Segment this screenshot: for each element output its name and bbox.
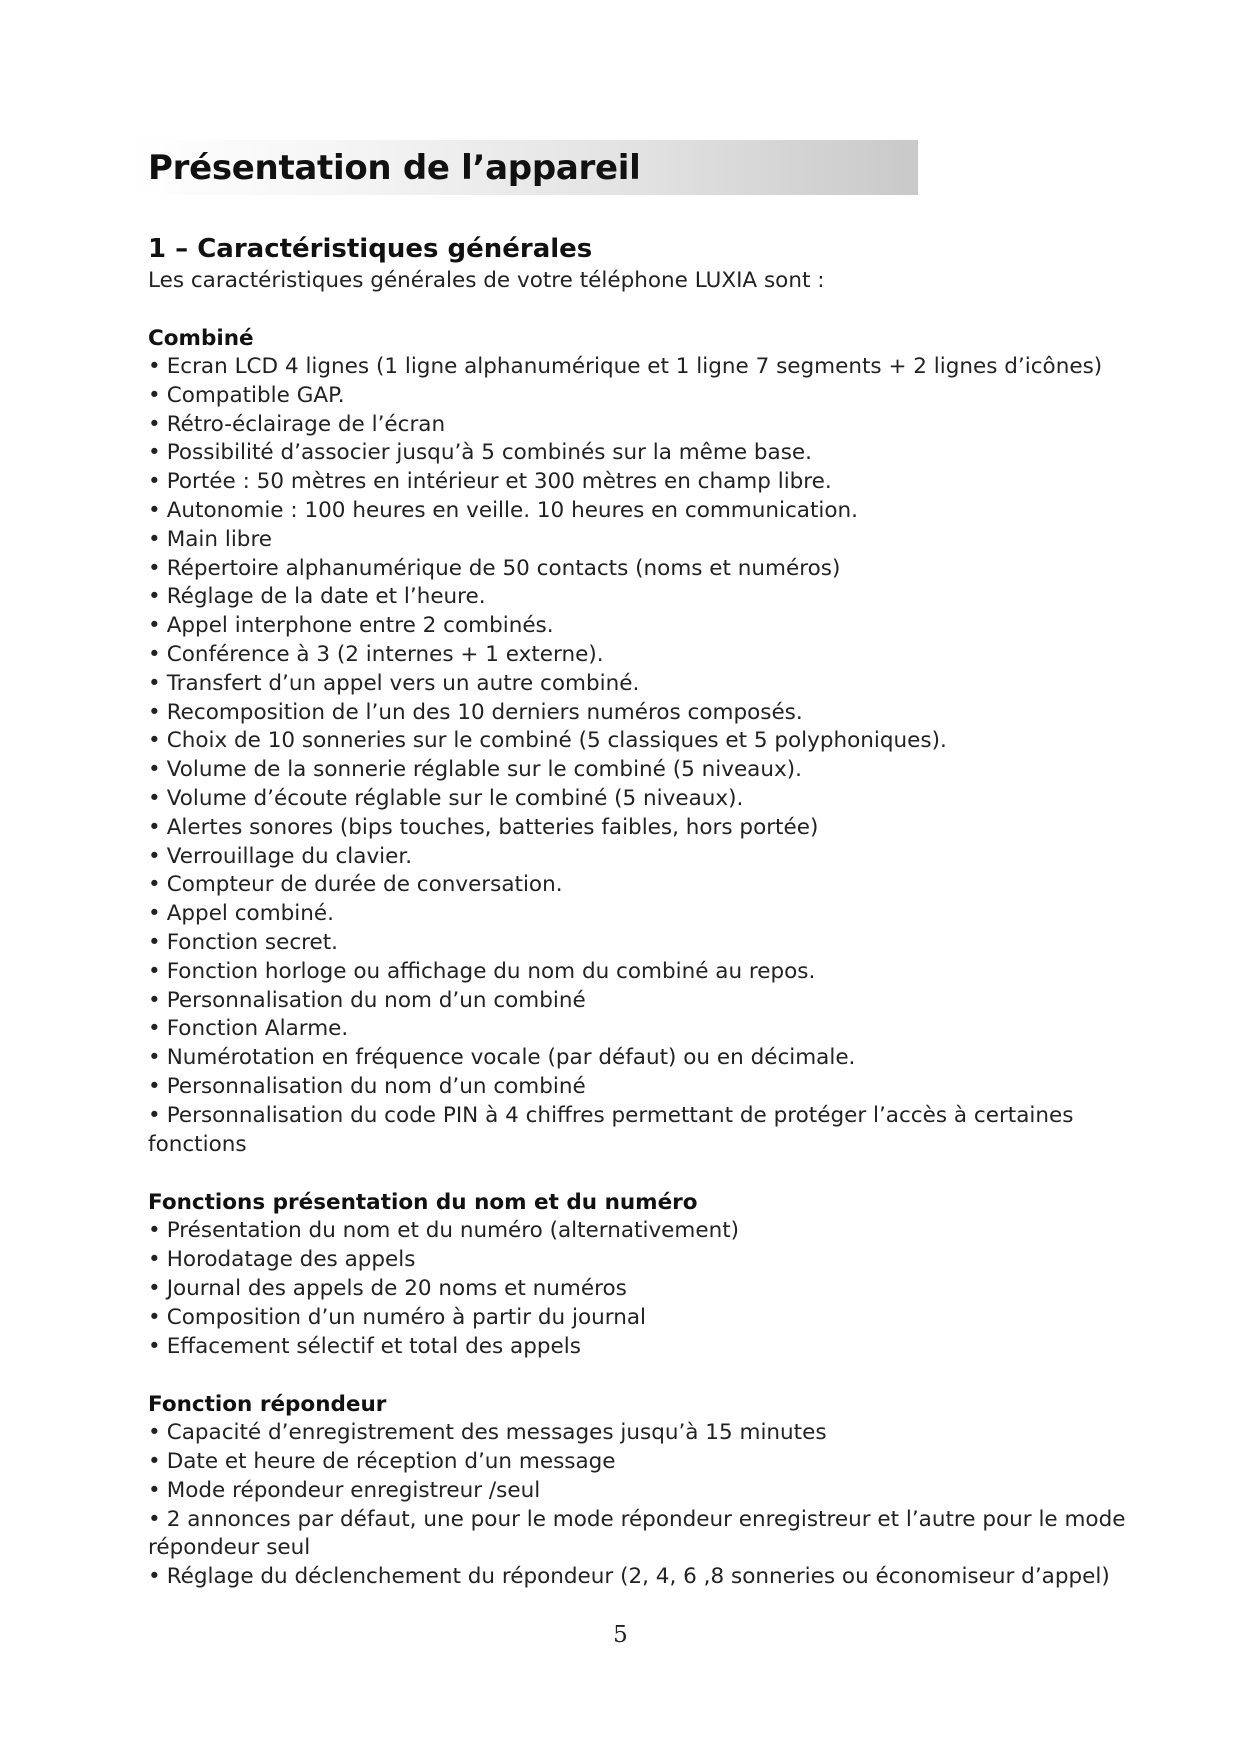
list-item-text: Capacité d’enregistrement des messages jusqu’à 15 minutes [166,1420,827,1446]
feature-group-answering-machine [148,1390,1138,1592]
list-item-text: Réglage du déclenchement du répondeur (2, 4, 6 ,8 sonneries ou économiseur d’appel) [166,1564,1110,1590]
list-item-text: Numérotation en fréquence vocale (par défaut) ou en décimale. [166,1045,856,1071]
list-item [148,871,1138,900]
list-item [148,1448,1138,1477]
bullet-icon: • [148,1045,161,1071]
bullet-icon: • [148,1102,161,1128]
list-item [148,1333,1138,1362]
bullet-icon: • [148,641,161,667]
bullet-icon: • [148,382,161,408]
group-heading: Fonction répondeur [148,1392,387,1418]
bullet-icon: • [148,1016,161,1042]
section-intro: Les caractéristiques générales de votre téléphone LUXIA sont : [148,268,825,293]
list-item-text: Fonction secret. [166,929,339,955]
bullet-icon: • [148,1506,161,1532]
bullet-icon: • [148,843,161,869]
list-item-text: Autonomie : 100 heures en veille. 10 heures en communication. [166,497,858,523]
page-title: Présentation de l’appareil [148,148,641,188]
list-item-text: Répertoire alphanumérique de 50 contacts (noms et numéros) [166,555,841,581]
list-item-text: Appel combiné. [166,901,334,927]
list-item-text: Effacement sélectif et total des appels [166,1333,581,1359]
bullet-icon: • [148,555,161,581]
bullet-icon: • [148,526,161,552]
list-item [148,1015,1138,1044]
list-item [148,1419,1138,1448]
bullet-icon: • [148,1420,161,1446]
feature-group-caller-id [148,1188,1138,1361]
list-item [148,382,1138,411]
bullet-icon: • [148,872,161,898]
bullet-icon: • [148,469,161,495]
list-item [148,526,1138,555]
list-item-text: Personnalisation du nom d’un combiné [166,1073,586,1099]
list-item-text: Réglage de la date et l’heure. [166,584,486,610]
section-heading: 1 – Caractéristiques générales [148,234,593,264]
list-item [148,929,1138,958]
bullet-icon: • [148,584,161,610]
list-item-text: Portée : 50 mètres en intérieur et 300 mètres en champ libre. [166,469,832,495]
list-item [148,1304,1138,1333]
bullet-icon: • [148,987,161,1013]
list-item [148,1506,1138,1564]
list-item-text: Date et heure de réception d’un message [166,1449,616,1475]
bullet-icon: • [148,1218,161,1244]
list-item-text: Fonction Alarme. [166,1016,349,1042]
document-body [148,232,1138,1592]
bullet-icon: • [148,757,161,783]
list-item [148,785,1138,814]
list-item [148,583,1138,612]
bullet-icon: • [148,1275,161,1301]
list-item [148,1073,1138,1102]
list-item-text: Personnalisation du code PIN à 4 chiffres permettant de protéger l’accès à certaines fonctions [148,1102,1074,1157]
list-item [148,497,1138,526]
list-item [148,612,1138,641]
list-item-text: Appel interphone entre 2 combinés. [166,613,554,639]
list-item-text: Journal des appels de 20 noms et numéros [166,1275,627,1301]
list-item-text: Rétro-éclairage de l’écran [166,411,446,437]
list-item-text: Composition d’un numéro à partir du journal [166,1304,646,1330]
list-item-text: Verrouillage du clavier. [166,843,413,869]
page-number: 5 [613,1622,628,1648]
list-item [148,353,1138,382]
list-item [148,1044,1138,1073]
page-title-bar [127,140,918,195]
bullet-icon: • [148,901,161,927]
list-item-text: Volume d’écoute réglable sur le combiné (5 niveaux). [166,785,744,811]
list-item-text: Mode répondeur enregistreur /seul [166,1477,541,1503]
list-item [148,1275,1138,1304]
list-item-text: Transfert d’un appel vers un autre combiné. [166,670,640,696]
bullet-icon: • [148,1333,161,1359]
bullet-icon: • [148,1564,161,1590]
group-heading: Combiné [148,326,254,351]
list-item-text: Compteur de durée de conversation. [166,872,563,898]
list-item [148,439,1138,468]
feature-list [148,353,1138,1159]
bullet-icon: • [148,613,161,639]
list-item [148,1102,1138,1160]
list-item [148,814,1138,843]
bullet-icon: • [148,411,161,437]
list-item [148,699,1138,728]
list-item-text: Conférence à 3 (2 internes + 1 externe). [166,641,604,667]
bullet-icon: • [148,929,161,955]
feature-group-combine [148,324,1138,1159]
list-item [148,756,1138,785]
list-item-text: Alertes sonores (bips touches, batteries faibles, hors portée) [166,814,819,840]
bullet-icon: • [148,497,161,523]
list-item [148,987,1138,1016]
feature-list [148,1419,1138,1592]
list-item-text: Recomposition de l’un des 10 derniers numéros composés. [166,699,803,725]
bullet-icon: • [148,670,161,696]
list-item [148,670,1138,699]
bullet-icon: • [148,440,161,466]
bullet-icon: • [148,1477,161,1503]
list-item [148,1217,1138,1246]
list-item-text: Horodatage des appels [166,1247,416,1273]
bullet-icon: • [148,1304,161,1330]
list-item [148,900,1138,929]
feature-list [148,1217,1138,1361]
list-item-text: Main libre [166,526,273,552]
list-item-text: 2 annonces par défaut, une pour le mode répondeur enregistreur et l’autre pour le mode répondeur seul [148,1506,1126,1561]
list-item [148,1477,1138,1506]
list-item-text: Compatible GAP. [166,382,345,408]
list-item-text: Personnalisation du nom d’un combiné [166,987,586,1013]
bullet-icon: • [148,785,161,811]
bullet-icon: • [148,354,161,379]
list-item [148,555,1138,584]
list-item-text: Volume de la sonnerie réglable sur le combiné (5 niveaux). [166,757,802,783]
list-item [148,958,1138,987]
list-item-text: Présentation du nom et du numéro (alternativement) [166,1218,740,1244]
bullet-icon: • [148,1073,161,1099]
bullet-icon: • [148,814,161,840]
list-item-text: Possibilité d’associer jusqu’à 5 combinés sur la même base. [166,440,812,466]
bullet-icon: • [148,728,161,754]
list-item [148,1246,1138,1275]
list-item [148,843,1138,872]
bullet-icon: • [148,958,161,984]
list-item-text: Choix de 10 sonneries sur le combiné (5 classiques et 5 polyphoniques). [166,728,947,754]
list-item [148,411,1138,440]
bullet-icon: • [148,1449,161,1475]
list-item-text: Fonction horloge ou affichage du nom du combiné au repos. [166,958,816,984]
list-item [148,727,1138,756]
list-item [148,1563,1138,1592]
group-heading: Fonctions présentation du nom et du numéro [148,1190,698,1216]
bullet-icon: • [148,699,161,725]
list-item [148,641,1138,670]
list-item [148,468,1138,497]
bullet-icon: • [148,1247,161,1273]
list-item-text: Ecran LCD 4 lignes (1 ligne alphanumérique et 1 ligne 7 segments + 2 lignes d’icônes) [166,354,1103,379]
